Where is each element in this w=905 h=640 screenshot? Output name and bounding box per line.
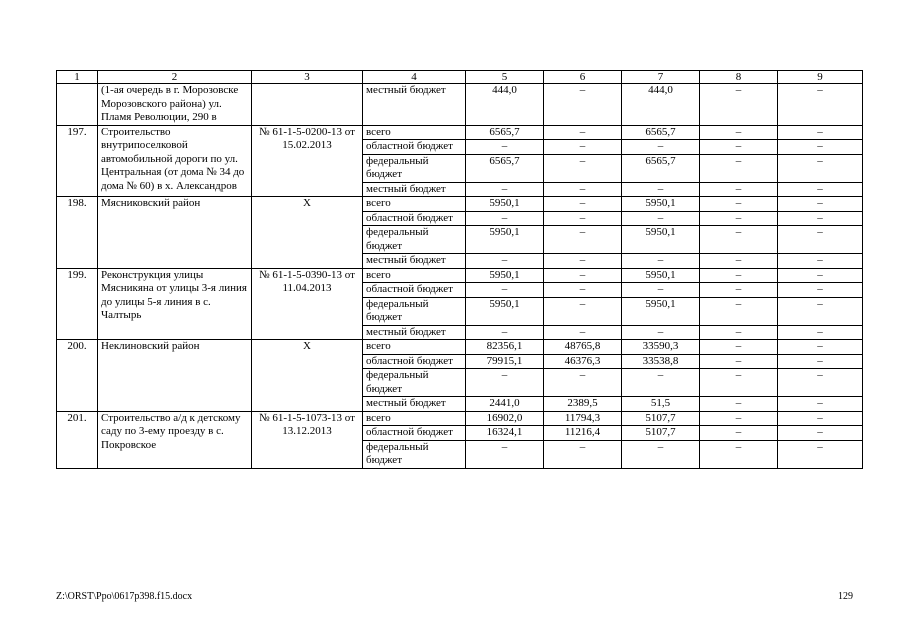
item-number: 201.	[57, 411, 98, 468]
column-header: 5	[466, 71, 544, 84]
value-cell: –	[778, 426, 863, 441]
table-row	[57, 411, 863, 426]
value-cell: –	[544, 226, 622, 254]
value-cell: –	[778, 268, 863, 283]
value-cell: –	[778, 340, 863, 355]
value-cell: –	[544, 197, 622, 212]
column-header: 4	[363, 71, 466, 84]
column-header: 8	[700, 71, 778, 84]
funding-source: федеральный бюджет	[363, 226, 466, 254]
value-cell: –	[622, 211, 700, 226]
value-cell: –	[700, 369, 778, 397]
value-cell: –	[466, 254, 544, 269]
value-cell: –	[778, 283, 863, 298]
value-cell: –	[466, 283, 544, 298]
value-cell: –	[700, 440, 778, 468]
value-cell: –	[622, 283, 700, 298]
value-cell: –	[700, 254, 778, 269]
value-cell: –	[544, 140, 622, 155]
value-cell: –	[700, 297, 778, 325]
table-row	[57, 125, 863, 140]
funding-source: местный бюджет	[363, 254, 466, 269]
value-cell: 2441,0	[466, 397, 544, 412]
value-cell: 16902,0	[466, 411, 544, 426]
funding-source: областной бюджет	[363, 283, 466, 298]
value-cell: –	[622, 182, 700, 197]
value-cell: 5950,1	[622, 268, 700, 283]
value-cell: –	[622, 140, 700, 155]
value-cell: –	[778, 354, 863, 369]
value-cell: –	[778, 440, 863, 468]
footer-file-path: Z:\ORST\Ppo\0617p398.f15.docx	[56, 591, 193, 602]
value-cell: –	[700, 340, 778, 355]
column-header: 6	[544, 71, 622, 84]
footer-page-number: 129	[838, 591, 853, 602]
item-name: Реконструкция улицы Мясникяна от улицы 3-я линия до улицы 5-я линия в с. Чалтырь	[98, 268, 252, 340]
value-cell: –	[544, 440, 622, 468]
value-cell: 48765,8	[544, 340, 622, 355]
value-cell: –	[778, 254, 863, 269]
funding-source: областной бюджет	[363, 354, 466, 369]
value-cell: –	[778, 140, 863, 155]
value-cell: –	[622, 369, 700, 397]
funding-source: местный бюджет	[363, 182, 466, 197]
header-row	[57, 71, 863, 84]
value-cell: 5950,1	[466, 226, 544, 254]
value-cell: 11794,3	[544, 411, 622, 426]
column-header: 9	[778, 71, 863, 84]
value-cell: –	[778, 182, 863, 197]
funding-source: федеральный бюджет	[363, 154, 466, 182]
value-cell: –	[700, 140, 778, 155]
value-cell: 444,0	[622, 84, 700, 126]
value-cell: 2389,5	[544, 397, 622, 412]
item-number: 200.	[57, 340, 98, 412]
funding-source: местный бюджет	[363, 84, 466, 126]
value-cell: –	[622, 254, 700, 269]
value-cell: –	[700, 226, 778, 254]
value-cell: –	[700, 426, 778, 441]
value-cell: 5950,1	[622, 226, 700, 254]
value-cell: –	[778, 84, 863, 126]
value-cell: –	[700, 283, 778, 298]
item-number	[57, 84, 98, 126]
value-cell: –	[544, 125, 622, 140]
funding-source: всего	[363, 411, 466, 426]
value-cell: 6565,7	[466, 154, 544, 182]
value-cell: 5950,1	[622, 197, 700, 212]
table-row	[57, 197, 863, 212]
value-cell: –	[466, 440, 544, 468]
value-cell: –	[700, 211, 778, 226]
item-name: (1-ая очередь в г. Морозовске Морозовского района) ул. Пламя Революции, 290 в	[98, 84, 252, 126]
table-row	[57, 84, 863, 126]
value-cell: 33538,8	[622, 354, 700, 369]
funding-source: всего	[363, 197, 466, 212]
funding-source: всего	[363, 125, 466, 140]
column-header: 3	[252, 71, 363, 84]
value-cell: 5950,1	[466, 297, 544, 325]
item-number: 198.	[57, 197, 98, 269]
column-header: 1	[57, 71, 98, 84]
value-cell: –	[466, 211, 544, 226]
value-cell: –	[544, 369, 622, 397]
value-cell: –	[700, 325, 778, 340]
funding-source: местный бюджет	[363, 397, 466, 412]
value-cell: –	[544, 283, 622, 298]
value-cell: –	[700, 197, 778, 212]
value-cell: 5107,7	[622, 411, 700, 426]
item-code: Х	[252, 340, 363, 412]
funding-source: областной бюджет	[363, 211, 466, 226]
value-cell: –	[700, 125, 778, 140]
value-cell: 51,5	[622, 397, 700, 412]
value-cell: –	[466, 325, 544, 340]
value-cell: 46376,3	[544, 354, 622, 369]
value-cell: –	[544, 268, 622, 283]
value-cell: –	[544, 325, 622, 340]
value-cell: 6565,7	[622, 154, 700, 182]
item-name: Строительство внутрипоселковой автомобильной дороги по ул. Центральная (от дома № 34 до дома № 60) в х. Александров	[98, 125, 252, 197]
funding-source: областной бюджет	[363, 426, 466, 441]
value-cell: 5107,7	[622, 426, 700, 441]
item-number: 199.	[57, 268, 98, 340]
funding-source: федеральный бюджет	[363, 440, 466, 468]
value-cell: 5950,1	[466, 268, 544, 283]
value-cell: 5950,1	[466, 197, 544, 212]
value-cell: –	[778, 197, 863, 212]
value-cell: –	[700, 154, 778, 182]
value-cell: –	[700, 354, 778, 369]
value-cell: –	[778, 397, 863, 412]
value-cell: –	[544, 154, 622, 182]
value-cell: –	[778, 211, 863, 226]
item-code: Х	[252, 197, 363, 269]
column-header: 7	[622, 71, 700, 84]
value-cell: –	[544, 297, 622, 325]
value-cell: –	[778, 154, 863, 182]
item-number: 197.	[57, 125, 98, 197]
funding-source: федеральный бюджет	[363, 297, 466, 325]
funding-source: федеральный бюджет	[363, 369, 466, 397]
value-cell: –	[700, 268, 778, 283]
funding-source: областной бюджет	[363, 140, 466, 155]
value-cell: 6565,7	[466, 125, 544, 140]
value-cell: 5950,1	[622, 297, 700, 325]
column-header: 2	[98, 71, 252, 84]
value-cell: 11216,4	[544, 426, 622, 441]
value-cell: –	[778, 297, 863, 325]
value-cell: –	[700, 411, 778, 426]
value-cell: –	[622, 440, 700, 468]
budget-table	[56, 70, 863, 469]
value-cell: –	[466, 140, 544, 155]
value-cell: –	[544, 182, 622, 197]
value-cell: 444,0	[466, 84, 544, 126]
funding-source: всего	[363, 268, 466, 283]
item-name: Мясниковский район	[98, 197, 252, 269]
value-cell: –	[778, 369, 863, 397]
value-cell: –	[778, 125, 863, 140]
funding-source: всего	[363, 340, 466, 355]
funding-source: местный бюджет	[363, 325, 466, 340]
value-cell: 82356,1	[466, 340, 544, 355]
item-code: № 61-1-5-1073-13 от 13.12.2013	[252, 411, 363, 468]
value-cell: –	[700, 397, 778, 412]
value-cell: 6565,7	[622, 125, 700, 140]
value-cell: –	[778, 411, 863, 426]
value-cell: –	[778, 325, 863, 340]
value-cell: –	[466, 369, 544, 397]
table-row	[57, 268, 863, 283]
item-code	[252, 84, 363, 126]
item-name: Неклиновский район	[98, 340, 252, 412]
table-row	[57, 340, 863, 355]
value-cell: –	[544, 211, 622, 226]
value-cell: 79915,1	[466, 354, 544, 369]
value-cell: –	[544, 84, 622, 126]
value-cell: –	[622, 325, 700, 340]
item-name: Строительство а/д к детскому саду по 3-ему проезду в с. Покровское	[98, 411, 252, 468]
value-cell: –	[700, 182, 778, 197]
item-code: № 61-1-5-0390-13 от 11.04.2013	[252, 268, 363, 340]
item-code: № 61-1-5-0200-13 от 15.02.2013	[252, 125, 363, 197]
value-cell: –	[700, 84, 778, 126]
value-cell: 16324,1	[466, 426, 544, 441]
value-cell: –	[466, 182, 544, 197]
value-cell: –	[778, 226, 863, 254]
value-cell: –	[544, 254, 622, 269]
value-cell: 33590,3	[622, 340, 700, 355]
